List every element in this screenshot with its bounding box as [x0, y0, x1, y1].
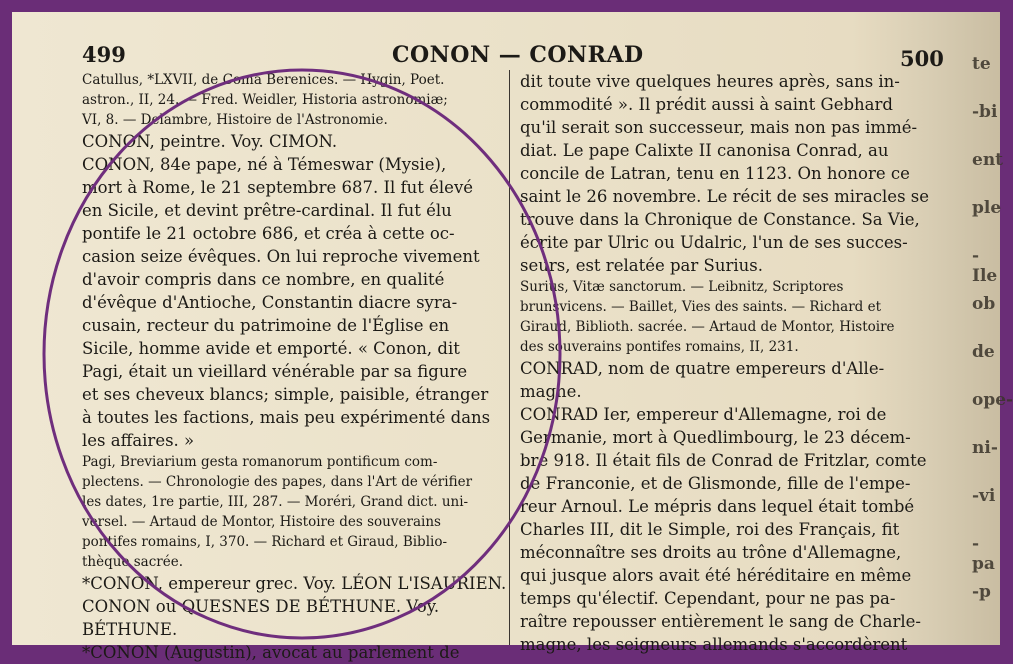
edge-fragment: de — [972, 342, 995, 362]
text-line: pontife le 21 octobre 686, et créa à cette oc- — [82, 224, 455, 243]
text-line: écrite par Ulric ou Udalric, l'un de ses succes- — [520, 233, 908, 252]
text-line: casion seize évêques. On lui reproche vivement — [82, 247, 480, 266]
edge-fragment: ple — [972, 198, 1002, 218]
text-line: magne, les seigneurs allemands s'accordèrent — [520, 635, 908, 654]
edge-fragment: te — [972, 54, 991, 74]
right-text-column — [520, 70, 940, 656]
citation-line: brunsvicens. — Baillet, Vies des saints. — Richard et — [520, 299, 882, 315]
text-line: qui jusque alors avait été héréditaire en même — [520, 566, 912, 585]
citation-line: versel. — Artaud de Montor, Histoire des souverains — [82, 514, 441, 530]
text-line: concile de Latran, tenu en 1123. On honore ce — [520, 164, 910, 183]
edge-fragment: ob — [972, 294, 996, 314]
text-line: *CONON, empereur grec. Voy. LÉON L'ISAURIEN. — [82, 574, 507, 593]
citation-line: Catullus, *LXVII, de Coma Berenices. — Hygin, Poet. — [82, 72, 445, 88]
edge-fragment: ni- — [972, 438, 998, 458]
text-line: à toutes les factions, mais peu expérimenté dans — [82, 408, 491, 427]
edge-fragment: -p — [972, 582, 991, 602]
text-line: d'avoir compris dans ce nombre, en qualité — [82, 270, 445, 289]
text-line: qu'il serait son successeur, mais non pas immé- — [520, 118, 918, 137]
citation-line: Surius, Vitæ sanctorum. — Leibnitz, Scriptores — [520, 279, 844, 295]
text-line: de Franconie, et de Glismonde, fille de l'empe- — [520, 474, 911, 493]
citation-line: les dates, 1re partie, III, 287. — Moréri, Grand dict. uni- — [82, 494, 469, 510]
edge-fragment: -bi — [972, 102, 998, 122]
citation-line: des souverains pontifes romains, II, 231. — [520, 339, 799, 355]
text-line: CONON, peintre. Voy. CIMON. — [82, 132, 338, 151]
text-line: mort à Rome, le 21 septembre 687. Il fut élevé — [82, 178, 474, 197]
text-line: BÉTHUNE. — [82, 620, 178, 639]
text-line: dit toute vive quelques heures après, sans in- — [520, 72, 900, 91]
running-header: CONON — CONRAD — [392, 42, 644, 68]
citation-line: Giraud, Biblioth. sacrée. — Artaud de Montor, Histoire — [520, 319, 895, 335]
text-line: méconnaître ses droits au trône d'Allemagne, — [520, 543, 902, 562]
text-line: reur Arnoul. Le mépris dans lequel était tombé — [520, 497, 915, 516]
text-line: raître repousser entièrement le sang de Charle- — [520, 612, 921, 631]
text-line: CONRAD, nom de quatre empereurs d'Alle- — [520, 359, 885, 378]
book-page — [12, 12, 1013, 662]
left-page-number: 499 — [82, 42, 126, 67]
text-line: Charles III, dit le Simple, roi des Français, fit — [520, 520, 900, 539]
text-line: saint le 26 novembre. Le récit de ses miracles se — [520, 187, 930, 206]
edge-fragment: ent — [972, 150, 1004, 170]
text-line: temps qu'électif. Cependant, pour ne pas pa- — [520, 589, 896, 608]
text-line: trouve dans la Chronique de Constance. Sa Vie, — [520, 210, 920, 229]
text-line: CONON ou QUESNES DE BÉTHUNE. Voy. — [82, 597, 440, 616]
text-line: diat. Le pape Calixte II canonisa Conrad, au — [520, 141, 889, 160]
text-line: les affaires. » — [82, 431, 195, 450]
left-text-column — [82, 70, 507, 664]
text-line: cusain, recteur du patrimoine de l'Église en — [82, 316, 450, 335]
citation-line: thèque sacrée. — [82, 554, 183, 570]
text-line: bre 918. Il était fils de Conrad de Fritzlar, comte — [520, 451, 927, 470]
text-line: Sicile, homme avide et emporté. « Conon, dit — [82, 339, 460, 358]
text-line: seurs, est relatée par Surius. — [520, 256, 763, 275]
edge-fragment: ope- — [972, 390, 1013, 410]
text-line: CONRAD Ier, empereur d'Allemagne, roi de — [520, 405, 887, 424]
text-line: d'évêque d'Antioche, Constantin diacre syra- — [82, 293, 458, 312]
text-line: *CONON (Augustin), avocat au parlement de — [82, 643, 460, 662]
column-divider — [509, 70, 510, 645]
citation-line: astron., II, 24. — Fred. Weidler, Historia astronomiæ; — [82, 92, 448, 108]
citation-line: plectens. — Chronologie des papes, dans l'Art de vérifier — [82, 474, 473, 490]
text-line: CONON, 84e pape, né à Témeswar (Mysie), — [82, 155, 447, 174]
citation-line: pontifes romains, I, 370. — Richard et Giraud, Biblio- — [82, 534, 448, 550]
edge-fragment: -vi — [972, 486, 996, 506]
citation-line: Pagi, Breviarium gesta romanorum pontificum com- — [82, 454, 438, 470]
citation-line: VI, 8. — Delambre, Histoire de l'Astronomie. — [82, 112, 388, 128]
text-line: en Sicile, et devint prêtre-cardinal. Il fut élu — [82, 201, 452, 220]
text-line: Pagi, était un vieillard vénérable par sa figure — [82, 362, 468, 381]
edge-fragment: -Ile — [972, 246, 998, 286]
text-line: magne. — [520, 382, 582, 401]
right-page-number: 500 — [900, 46, 944, 71]
edge-fragment: -pa — [972, 534, 995, 574]
text-line: Germanie, mort à Quedlimbourg, le 23 décem- — [520, 428, 911, 447]
text-line: commodité ». Il prédit aussi à saint Gebhard — [520, 95, 893, 114]
text-line: et ses cheveux blancs; simple, paisible, étranger — [82, 385, 489, 404]
adjacent-page-edge — [950, 42, 1013, 642]
